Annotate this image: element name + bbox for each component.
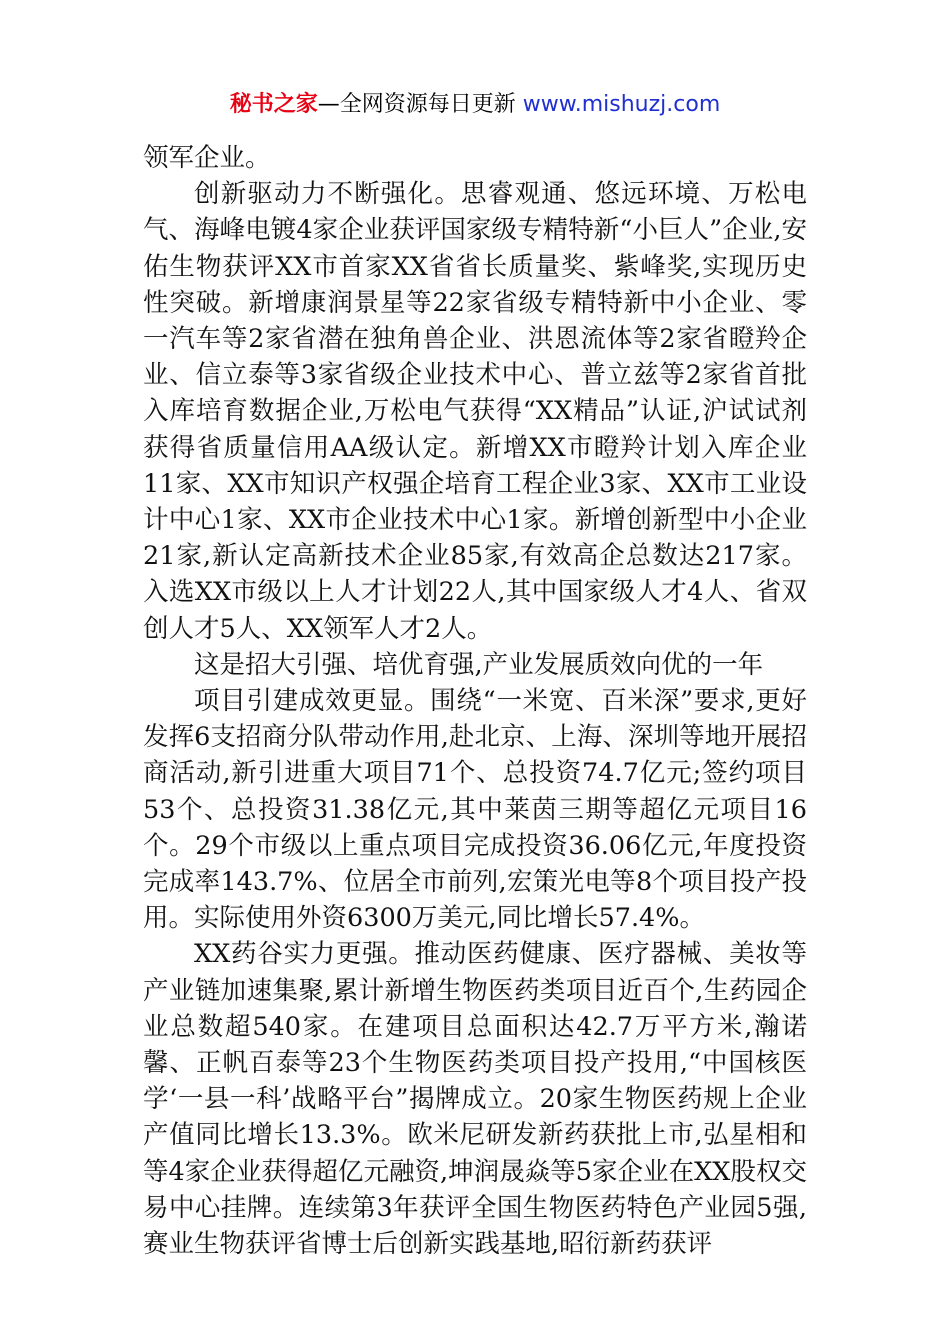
paragraph: 领军企业。 [143,143,271,173]
header-tagline: —全网资源每日更新 [317,92,516,117]
paragraph: 创新驱动力不断强化。思睿观通、悠远环境、万松电气、海峰电镀4家企业获评国家级专精特新“小巨人”企业,安佑生物获评XX市首家XX省省长质量奖、紫峰奖,实现历史性突破。新增康润景星等22家省级专精特新中小企业、零一汽车等2家省潜在独角兽企业、洪恩流体等2家省瞪羚企业、信立泰等3家省级企业技术中心、普立兹等2家省首批入库培育数据企业,万松电气获得“XX精品”认证,沪试试剂获得省质量信用AA级认定。新增XX市瞪羚计划入库企业11家、XX市知识产权强企培育工程企业3家、XX市工业设计中心1家、XX市企业技术中心1家。新增创新型中小企业21家,新认定高新技术企业85家,有效高企总数达217家。入选XX市级以上人才计划22人,其中国家级人才4人、省双创人才5人、XX领军人才2人。 [143,179,807,644]
header-brand: 秘书之家 [229,92,318,117]
header-url-link[interactable]: www.mishuzj.com [522,92,721,117]
paragraph: 项目引建成效更显。围绕“一米宽、百米深”要求,更好发挥6支招商分队带动作用,赴北京、上海、深圳等地开展招商活动,新引进重大项目71个、总投资74.7亿元;签约项目53个、总投资31.38亿元,其中莱茵三期等超亿元项目16个。29个市级以上重点项目完成投资36.06亿元,年度投资完成率143.7%、位居全市前列,宏策光电等8个项目投产投用。实际使用外资6300万美元,同比增长57.4%。 [143,686,807,934]
section-heading: 这是招大引强、培优育强,产业发展质效向优的一年 [194,649,764,680]
document-body [143,140,807,1262]
paragraph: XX药谷实力更强。推动医药健康、医疗器械、美妆等产业链加速集聚,累计新增生物医药类项目近百个,生药园企业总数超540家。在建项目总面积达42.7万平方米,瀚诺馨、正帆百泰等23个生物医药类项目投产投用,“中国核医学‘一县一科’战略平台”揭牌成立。20家生物医药规上企业产值同比增长13.3%。欧米尼研发新药获批上市,弘星相和等4家企业获得超亿元融资,坤润晟焱等5家企业在XX股权交易中心挂牌。连续第3年获评全国生物医药特色产业园5强,赛业生物获评省博士后创新实践基地,昭衍新药获评 [143,939,807,1260]
page-header [0,88,950,122]
